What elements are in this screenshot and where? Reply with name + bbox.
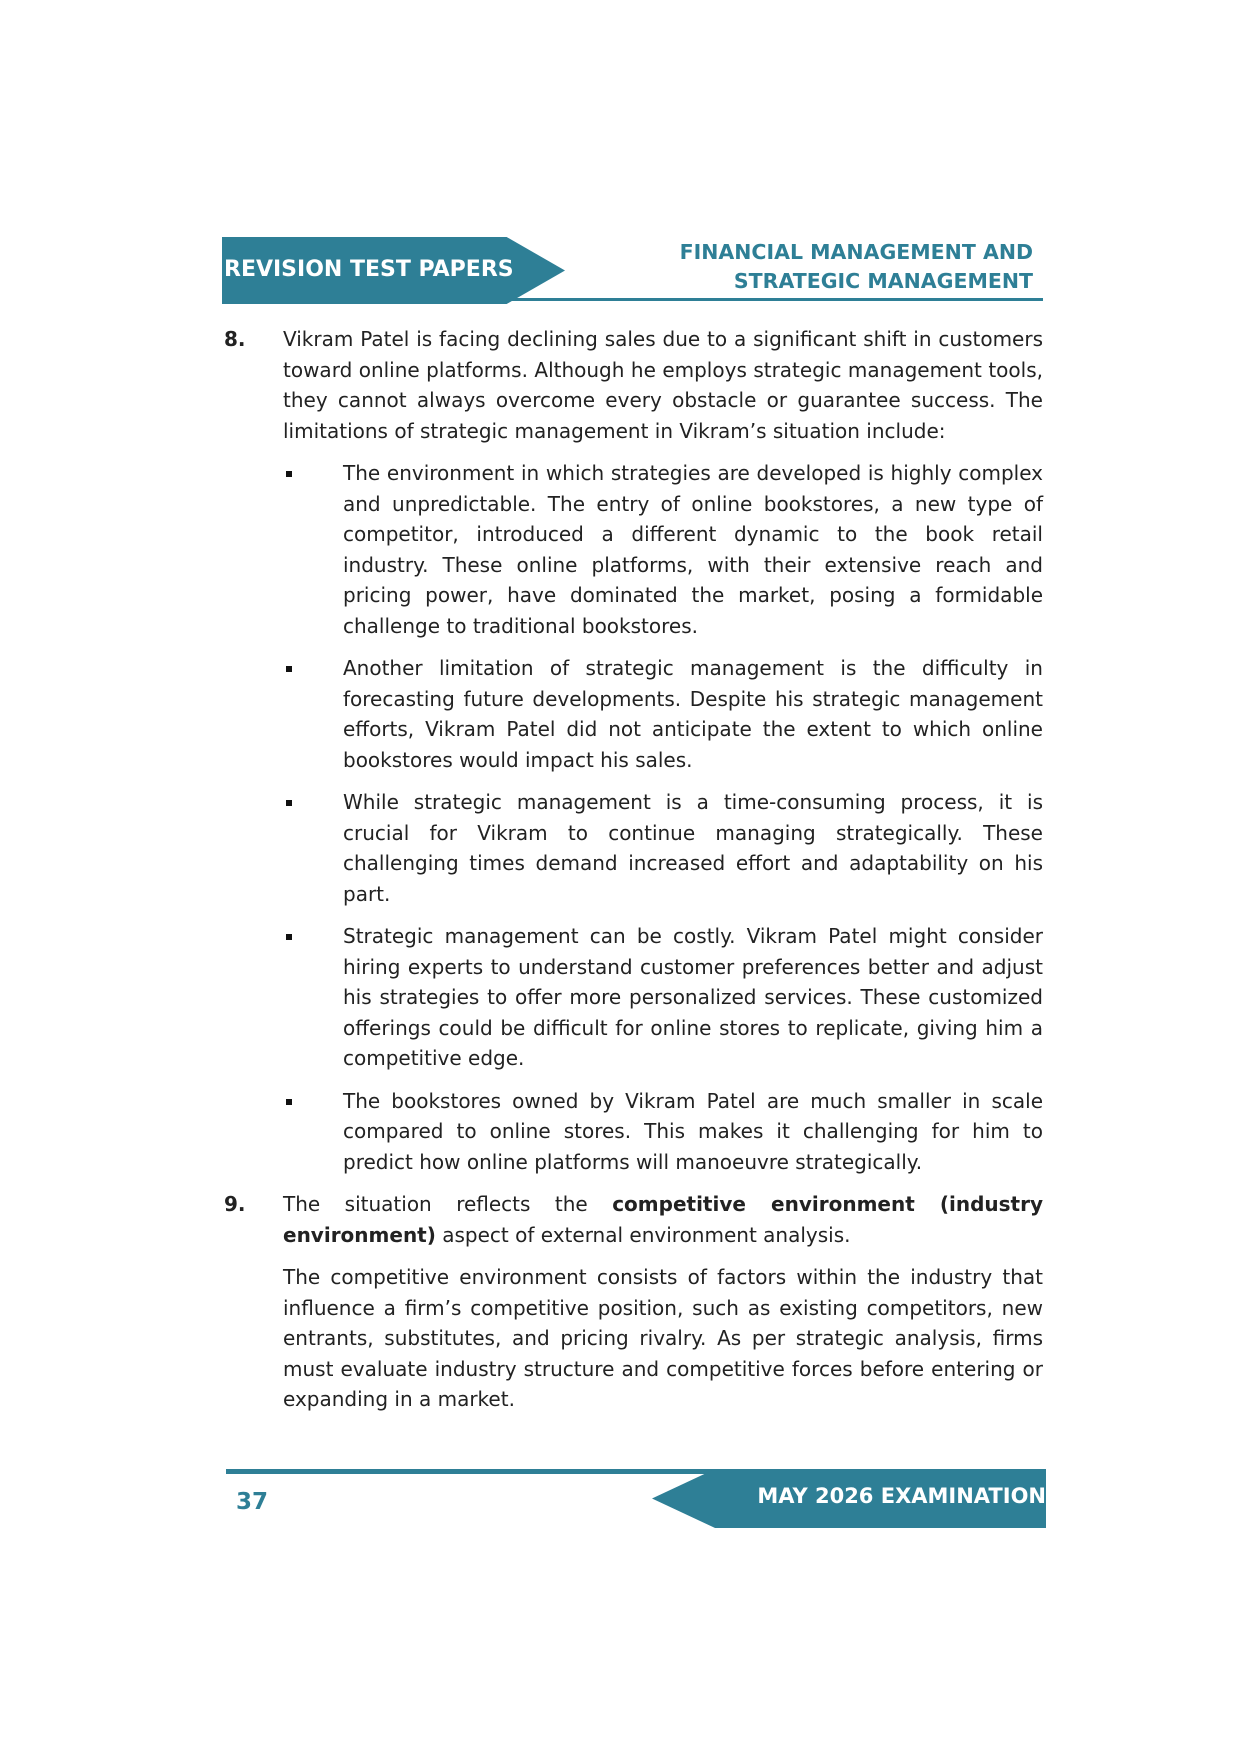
list-item xyxy=(283,458,1043,641)
question-number: 9. xyxy=(224,1192,246,1216)
square-bullet-icon xyxy=(286,1099,292,1105)
header-rule xyxy=(510,298,1043,301)
question-number: 8. xyxy=(224,327,246,351)
question-intro: Vikram Patel is facing declining sales due to a significant shift in customers toward online platforms. Although he employs strategic management tools, they cannot always overcome every obstacle or guarantee success. The limitations of strategic management in Vikram’s situation include: xyxy=(283,327,1043,443)
list-item-text: The environment in which strategies are developed is highly complex and unpredictable. The entry of online bookstores, a new type of competitor, introduced a different dynamic to the book retail industry. These online platforms, with their extensive reach and pricing power, have dominated the market, posing a formidable challenge to traditional bookstores. xyxy=(343,461,1043,638)
answer-content xyxy=(222,324,1043,1427)
bold-term: competitive environment (industry environment) xyxy=(283,1192,1043,1247)
tail-text: aspect of external environment analysis. xyxy=(435,1222,851,1247)
header-subject-line-1: FINANCIAL MANAGEMENT AND xyxy=(679,240,1033,264)
header-subject-line-2: STRATEGIC MANAGEMENT xyxy=(733,269,1033,293)
header-subject-title xyxy=(573,238,1033,296)
list-item xyxy=(283,653,1043,775)
square-bullet-icon xyxy=(286,471,292,477)
list-item xyxy=(283,787,1043,909)
limitations-list xyxy=(283,458,1043,1177)
list-item-text: Strategic management can be costly. Vikram Patel might consider hiring experts to understand customer preferences better and adjust his strategies to offer more personalized services. These customized offerings could be difficult for online stores to replicate, giving him a competitive edge. xyxy=(343,924,1043,1070)
square-bullet-icon xyxy=(286,666,292,672)
question-answer-lead xyxy=(283,1189,1043,1250)
footer-rule xyxy=(226,1469,718,1474)
list-item xyxy=(283,1086,1043,1178)
list-item xyxy=(283,921,1043,1074)
list-item-text: While strategic management is a time-consuming process, it is crucial for Vikram to continue managing strategically. These challenging times demand increased effort and adaptability on his part. xyxy=(343,790,1043,906)
square-bullet-icon xyxy=(286,800,292,806)
question-explanation: The competitive environment consists of factors within the industry that influence a firm’s competitive position, such as existing competitors, new entrants, substitutes, and pricing rivalry. As per strategic analysis, firms must evaluate industry structure and competitive forces before entering or expanding in a market. xyxy=(283,1265,1043,1411)
list-item-text: Another limitation of strategic management is the difficulty in forecasting future developments. Despite his strategic management efforts, Vikram Patel did not anticipate the extent to which online bookstores would impact his sales. xyxy=(343,656,1043,772)
question-8 xyxy=(222,324,1043,1177)
list-item-text: The bookstores owned by Vikram Patel are much smaller in scale compared to online stores. This makes it challenging for him to predict how online platforms will manoeuvre strategically. xyxy=(343,1088,1043,1174)
footer-exam-label: MAY 2026 EXAMINATION xyxy=(757,1484,1046,1508)
lead-text: The situation reflects the xyxy=(283,1192,613,1216)
question-9 xyxy=(222,1189,1043,1415)
square-bullet-icon xyxy=(286,934,292,940)
page-number: 37 xyxy=(236,1489,269,1515)
header-banner-title: REVISION TEST PAPERS xyxy=(224,257,514,282)
